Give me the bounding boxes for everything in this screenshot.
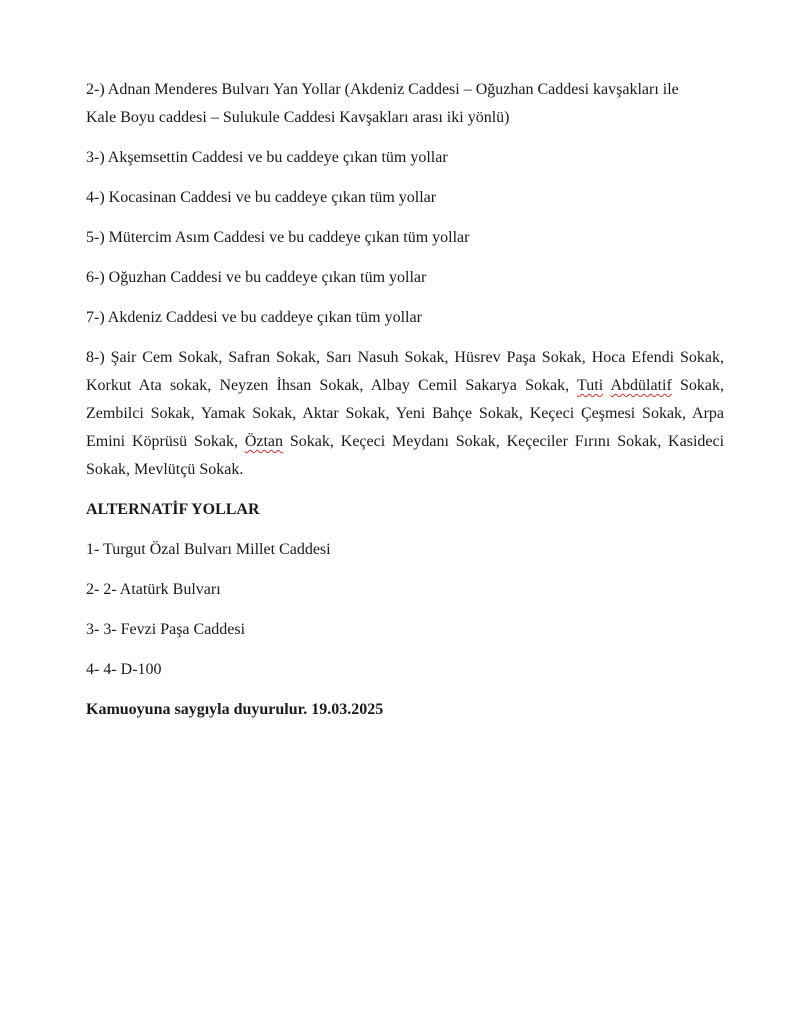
street-list-text: Korkut Ata sokak, Neyzen İhsan Sokak, Albay Cemil Sakarya Sokak, — [86, 377, 570, 394]
road-item-8-line-2 — [86, 372, 724, 400]
road-item-8-line-1: 8-) Şair Cem Sokak, Safran Sokak, Sarı Nasuh Sokak, Hüsrev Paşa Sokak, Hoca Efendi Sokak, — [86, 349, 724, 366]
alternative-item: 1- Turgut Özal Bulvarı Millet Caddesi — [86, 541, 331, 558]
alternative-item: 2- 2- Atatürk Bulvarı — [86, 581, 221, 598]
road-item-2-line-2: Kale Boyu caddesi – Sulukule Caddesi Kavşakları arası iki yönlü) — [86, 109, 510, 126]
road-item-3: 3-) Akşemsettin Caddesi ve bu caddeye çıkan tüm yollar — [86, 149, 448, 166]
road-item-6: 6-) Oğuzhan Caddesi ve bu caddeye çıkan tüm yollar — [86, 269, 427, 286]
road-item-2-line-1: 2-) Adnan Menderes Bulvarı Yan Yollar (Akdeniz Caddesi – Oğuzhan Caddesi kavşakları ile — [86, 81, 679, 98]
street-list-text: Emini Köprüsü Sokak, — [86, 433, 238, 450]
street-list-text: Sokak, Keçeci Meydanı Sokak, Keçeciler Fırını Sokak, Kasideci — [289, 433, 725, 450]
road-item-7: 7-) Akdeniz Caddesi ve bu caddeye çıkan tüm yollar — [86, 309, 422, 326]
road-item-5: 5-) Mütercim Asım Caddesi ve bu caddeye çıkan tüm yollar — [86, 229, 470, 246]
alternatives-heading: ALTERNATİF YOLLAR — [86, 501, 260, 518]
road-item-8 — [86, 344, 724, 484]
road-item-8-line-5: Sokak, Mevlütçü Sokak. — [86, 461, 244, 478]
road-item-8-line-4 — [86, 428, 724, 456]
road-item-8-line-3: Zembilci Sokak, Yamak Sokak, Aktar Sokak, Yeni Bahçe Sokak, Keçeci Çeşmesi Sokak, Arpa — [86, 405, 724, 422]
street-list-text: Sokak, — [680, 377, 725, 394]
road-item-4: 4-) Kocasinan Caddesi ve bu caddeye çıkan tüm yollar — [86, 189, 437, 206]
alternative-item: 4- 4- D-100 — [86, 661, 162, 678]
misspelled-word: Tuti — [577, 377, 604, 394]
alternative-item: 3- 3- Fevzi Paşa Caddesi — [86, 621, 246, 638]
misspelled-word: Abdülatif — [610, 377, 672, 394]
road-item-2 — [86, 76, 724, 132]
document-body — [86, 76, 724, 724]
closing-statement: Kamuoyuna saygıyla duyurulur. 19.03.2025 — [86, 701, 384, 718]
misspelled-word: Öztan — [244, 433, 284, 450]
